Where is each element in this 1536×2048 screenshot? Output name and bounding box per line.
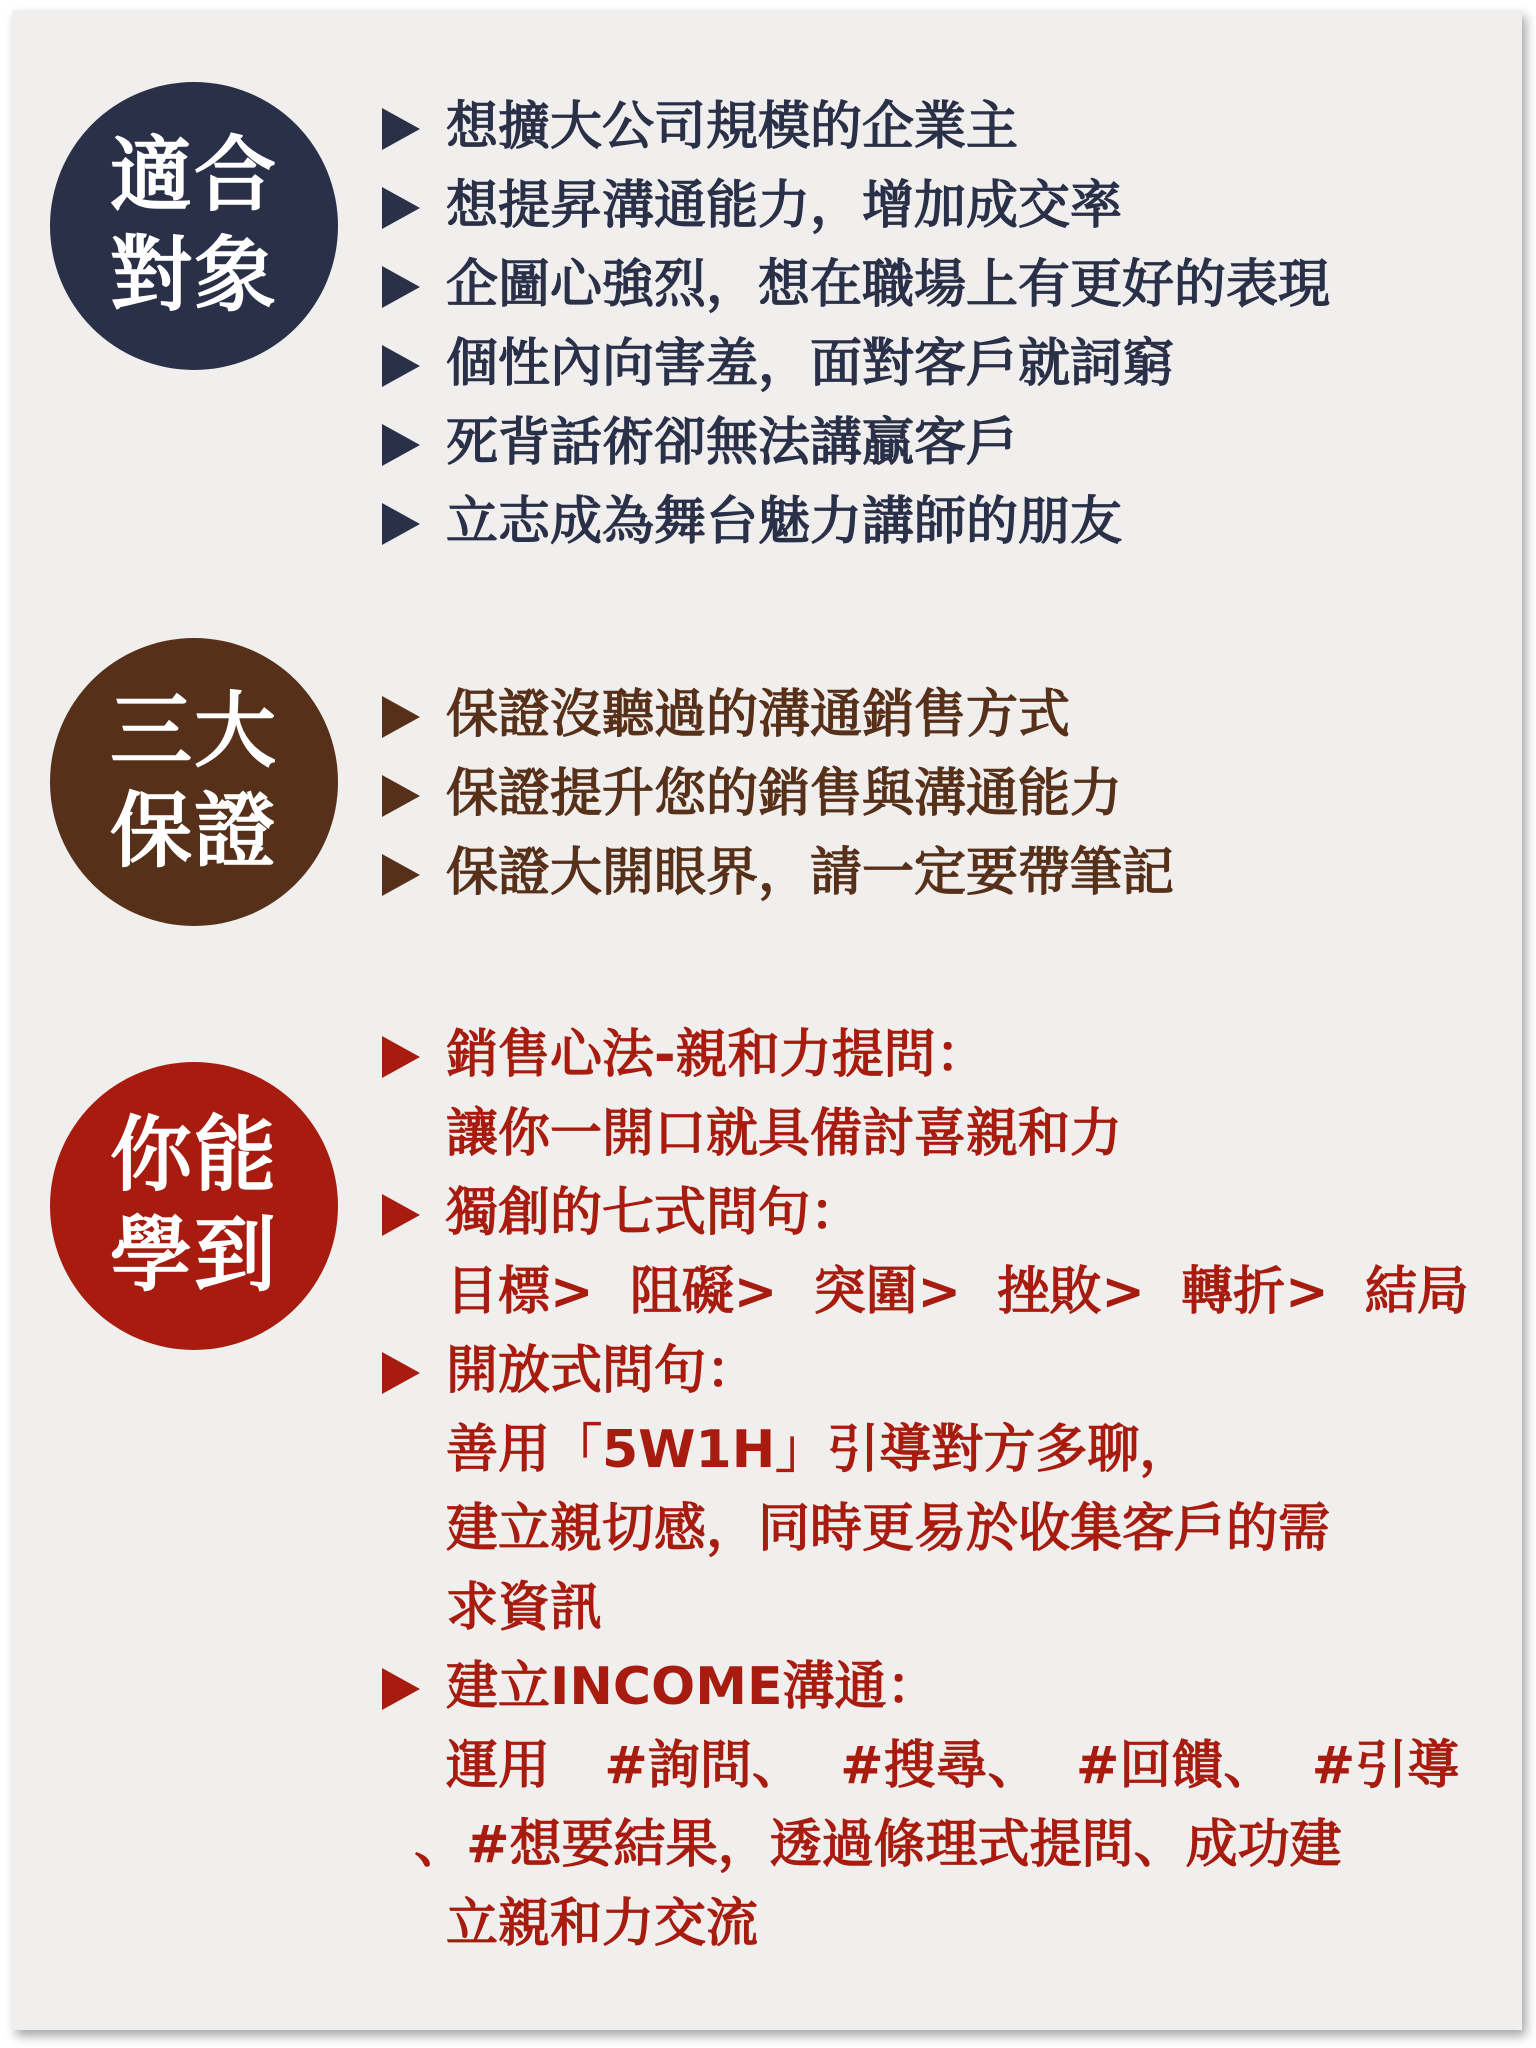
learning-badge [50,1062,338,1350]
list-item: 死背話術卻無法講贏客戶 [382,404,1330,483]
right-triangle-icon [382,1352,420,1394]
list-item [382,1332,1469,1648]
target-audience-list [382,88,1330,562]
list-item: 想提昇溝通能力，增加成交率 [382,167,1330,246]
learning-list [382,1016,1469,1964]
item-description: 目標> 阻礙> 突圍> 挫敗> 轉折> 結局 [446,1262,1469,1322]
right-triangle-icon [382,854,420,896]
right-triangle-icon [382,696,420,738]
item-description: 立親和力交流 [446,1894,759,1954]
list-item: 想擴大公司規模的企業主 [382,88,1330,167]
item-description: 、#想要結果，透過條理式提問、成功建 [414,1815,1342,1875]
badge-line-1: 你能 [109,1108,278,1203]
right-triangle-icon [382,503,420,545]
right-triangle-icon [382,775,420,817]
right-triangle-icon [382,345,420,387]
right-triangle-icon [382,266,420,308]
list-item [382,1648,1469,1964]
badge-line-2: 對象 [109,228,278,323]
right-triangle-icon [382,187,420,229]
badge-line-2: 學到 [109,1208,278,1303]
item-title: 建立INCOME溝通： [446,1657,939,1717]
right-triangle-icon [382,424,420,466]
list-item [382,1016,1469,1174]
guarantee-badge [50,638,338,926]
right-triangle-icon [382,1668,420,1710]
badge-line-1: 三大 [109,684,278,779]
item-title: 開放式問句： [446,1341,759,1401]
list-item: 企圖心強烈，想在職場上有更好的表現 [382,246,1330,325]
item-title: 獨創的七式問句： [446,1183,863,1243]
list-item: 立志成為舞台魅力講師的朋友 [382,483,1330,562]
item-title: 銷售心法-親和力提問： [446,1025,988,1085]
guarantee-list [382,676,1174,913]
list-item [382,1174,1469,1332]
right-triangle-icon [382,1036,420,1078]
item-description: 運用 #詢問、 #搜尋、 #回饋、 #引導 [446,1736,1460,1796]
item-description: 求資訊 [446,1578,603,1638]
list-item: 保證提升您的銷售與溝通能力 [382,755,1174,834]
list-item: 保證沒聽過的溝通銷售方式 [382,676,1174,755]
content-card [12,10,1522,2030]
right-triangle-icon [382,1194,420,1236]
badge-line-1: 適合 [109,128,278,223]
item-description: 善用「5W1H」引導對方多聊， [446,1420,1192,1480]
target-audience-badge [50,82,338,370]
item-description: 讓你一開口就具備討喜親和力 [446,1104,1123,1164]
list-item: 保證大開眼界，請一定要帶筆記 [382,834,1174,913]
list-item: 個性內向害羞，面對客戶就詞窮 [382,325,1330,404]
item-description: 建立親切感，同時更易於收集客戶的需 [446,1499,1331,1559]
right-triangle-icon [382,108,420,150]
badge-line-2: 保證 [109,784,278,879]
